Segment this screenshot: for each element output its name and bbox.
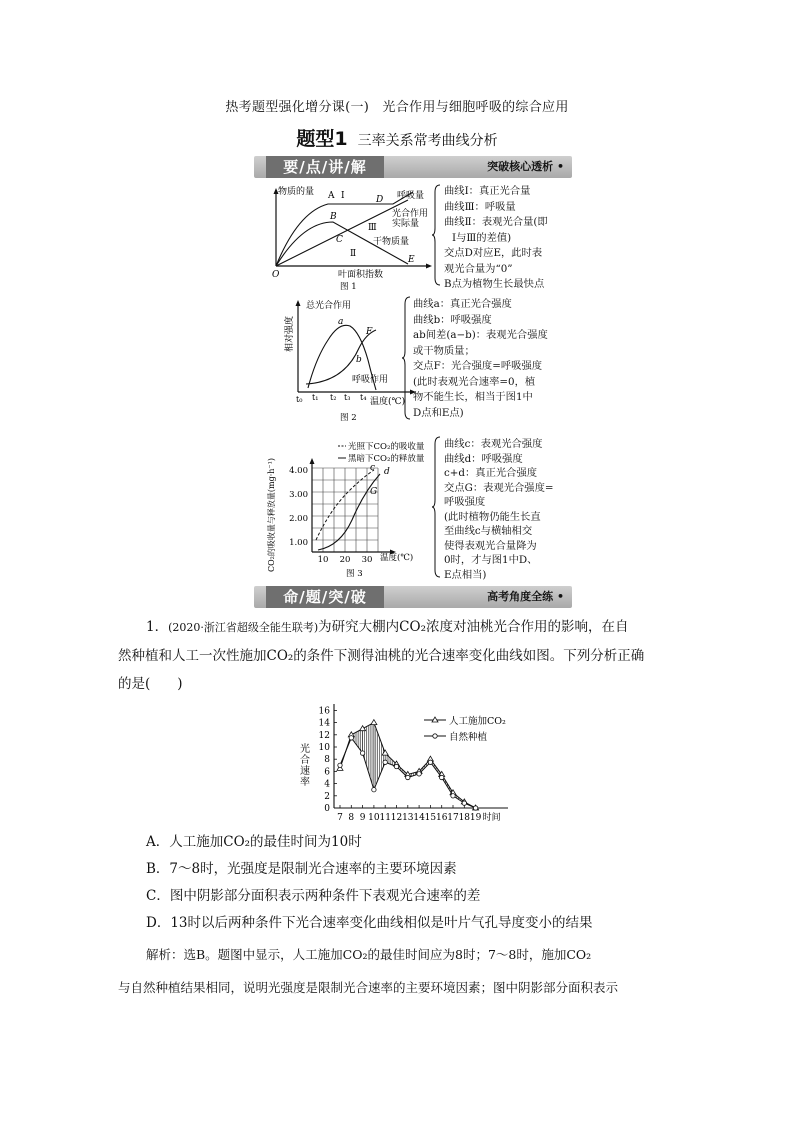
fig1-label-C: C [336, 235, 343, 245]
chart-legend [424, 715, 506, 743]
fig3-ytick: 2.00 [289, 514, 308, 524]
series-point-circle [349, 736, 353, 740]
chart-shaded-area [340, 723, 459, 800]
fig3-label-c: c [370, 463, 376, 473]
answer-line-2: 与自然种植结果相同，说明光强度是限制光合速率的主要环境因素；图中阴影部分面积表示 [118, 980, 619, 995]
x-tick-label: 15 [424, 813, 437, 823]
figure-1 [258, 182, 438, 292]
fig3-label-d: d [384, 467, 390, 477]
fig2-tick-t0: t₀ [296, 395, 303, 404]
answer-line-1: 解析：选B。题图中显示，人工施加CO₂的最佳时间应为8时；7～8时，施加CO₂ [146, 947, 592, 962]
fig2-note: (此时表观光合速率=0，植 [413, 375, 536, 388]
figure-3 [268, 432, 428, 580]
fig2-label-a: a [338, 317, 344, 327]
page-subtitle: 热考题型强化增分课(一) 光合作用与细胞呼吸的综合应用 [225, 100, 569, 115]
fig1-xlabel: 叶面积指数 [338, 270, 384, 280]
banner-side: 高考角度全练 • [487, 590, 564, 603]
fig2-notes [413, 297, 548, 421]
question-stem [118, 613, 688, 698]
y-axis-label: 合 [300, 755, 310, 766]
fig1-note: B点为植物生长最快点 [444, 278, 545, 290]
stem-line-2: 然种植和人工一次性施加CO₂的条件下测得油桃的光合速率变化曲线如图。下列分析正确 [118, 648, 645, 664]
fig3-note: (此时植物仍能生长直 [444, 510, 541, 523]
fig1-label-E: E [408, 255, 415, 265]
fig1-note: Ⅰ与Ⅲ的差值) [452, 231, 512, 244]
y-tick-label: 12 [318, 730, 330, 741]
fig1-note: 曲线Ⅲ：呼吸量 [444, 200, 516, 213]
fig2-note: 曲线a：真正光合强度 [413, 298, 512, 310]
fig1-label-I: Ⅰ [341, 191, 345, 201]
title-topic: 三率关系常考曲线分析 [357, 133, 498, 149]
fig2-note: ab间差(a−b)：表观光合强度 [413, 329, 548, 341]
fig1-label-O: O [272, 270, 280, 280]
fig1-note: 曲线Ⅱ：表观光合量(即 [444, 216, 548, 228]
stem-line-3: 的是( ) [118, 676, 183, 692]
fig2-brace [402, 296, 412, 420]
fig3-label-G: G [370, 487, 378, 497]
fig2-note: 交点F：光合强度=呼吸强度 [413, 360, 543, 372]
series-point-triangle [371, 720, 377, 725]
x-tick-label: 18 [458, 813, 471, 823]
x-tick-label: 13 [402, 813, 414, 823]
fig2-label-resp: 呼吸作用 [352, 375, 389, 385]
x-tick-label: 16 [435, 813, 448, 823]
y-tick-label: 4 [324, 779, 330, 790]
series-point-circle [360, 751, 364, 755]
fig3-notes [444, 437, 554, 582]
fig1-note: 曲线Ⅰ：真正光合量 [444, 185, 531, 197]
fig1-brace [432, 184, 442, 286]
fig2-caption: 图 2 [340, 413, 357, 423]
x-tick-label: 17 [447, 813, 459, 823]
fig1-notes [444, 184, 548, 293]
fig1-note: 交点D对应E，此时表 [444, 247, 543, 259]
fig3-xtick: 10 [317, 555, 329, 565]
fig3-xlabel: 温度(℃) [380, 553, 414, 563]
x-tick-label: 9 [359, 813, 366, 823]
fig1-label-D: D [376, 195, 384, 205]
series-point-circle [440, 775, 444, 779]
fig1-note: 观光合量为“0” [444, 262, 513, 275]
legend-label: 人工施加CO₂ [449, 716, 506, 727]
fig2-tick-t3: t₃ [344, 393, 351, 402]
banner-tag: 命/题/突/破 [266, 586, 384, 608]
series-point-circle [462, 801, 466, 805]
fig3-xtick: 30 [361, 555, 373, 565]
stem-text-1: 为研究大棚内CO₂浓度对油桃光合作用的影响，在自 [318, 619, 629, 635]
y-tick-label: 10 [318, 743, 330, 753]
x-tick-label: 7 [337, 813, 343, 823]
photosynthesis-rate-chart [296, 700, 526, 826]
option-B[interactable]: B．7～8时，光强度是限制光合速率的主要环境因素 [146, 861, 457, 877]
x-tick-label: 12 [390, 813, 403, 823]
fig3-note: 呼吸强度 [444, 496, 486, 508]
fig2-xlabel: 温度(℃) [370, 397, 406, 407]
stem-line-1 [118, 613, 688, 642]
fig3-brace [432, 436, 442, 578]
fig2-note: D点和E点) [413, 406, 464, 419]
fig1-label-III: Ⅲ [368, 223, 377, 233]
y-axis-label: 速 [300, 766, 310, 777]
fig3-note: 交点G：表观光合强度= [444, 481, 554, 494]
fig1-label-II: Ⅱ [350, 249, 357, 259]
series-point-circle [417, 772, 421, 776]
banner-side: 突破核心透析 • [487, 160, 564, 173]
question-number: 1． [146, 619, 169, 635]
page-title [0, 124, 794, 151]
x-tick-label: 8 [348, 813, 355, 823]
fig3-note: E点相当) [444, 568, 487, 581]
fig2-tick-t1: t₁ [312, 393, 319, 402]
y-tick-label: 16 [318, 706, 330, 717]
fig2-label-total: 总光合作用 [306, 301, 352, 311]
fig3-caption: 图 3 [346, 569, 363, 579]
fig3-note: c+d：真正光合强度 [444, 467, 538, 479]
fig1-label-B: B [330, 212, 337, 222]
fig3-xtick: 20 [339, 555, 351, 565]
fig1-label-A: A [328, 191, 335, 201]
section-banner-explain [254, 156, 572, 178]
fig1-label-resp: 呼吸量 [397, 191, 425, 201]
fig2-tick-t2: t₂ [330, 393, 337, 402]
x-tick-label: 14 [413, 813, 425, 823]
fig3-note: 至曲线c与横轴相交 [444, 525, 533, 537]
series-point-circle [338, 763, 342, 767]
fig3-ytick: 1.00 [289, 538, 308, 548]
fig1-label-dry: 干物质量 [373, 237, 410, 247]
option-D[interactable]: D．13时以后两种条件下光合速率变化曲线相似是叶片气孔导度变小的结果 [146, 915, 593, 931]
fig3-note: 0时，才与图1中D、 [444, 554, 538, 566]
x-tick-label: 10 [368, 813, 380, 823]
option-A[interactable]: A．人工施加CO₂的最佳时间为10时 [146, 834, 362, 850]
fig3-ylabel: CO₂的吸收量与释放量(mg·h⁻¹) [267, 458, 276, 572]
fig3-grid [312, 468, 378, 552]
fig2-tick-t4: t₄ [360, 393, 367, 402]
legend-label: 自然种植 [449, 732, 488, 743]
fig2-note: 或干物质量； [413, 344, 475, 357]
y-tick-label: 6 [324, 767, 330, 778]
series-point-circle [406, 775, 410, 779]
fig2-note: 曲线b：呼吸强度 [413, 313, 492, 326]
fig3-note: 曲线c：表观光合强度 [444, 438, 543, 450]
series-point-circle [451, 794, 455, 798]
fig2-note: 物不能生长，相当于图1中 [413, 391, 533, 403]
y-tick-label: 0 [324, 804, 330, 814]
fig3-ytick: 4.00 [289, 466, 308, 476]
legend-circle [433, 734, 437, 738]
fig1-label-actual2: 实际量 [392, 219, 420, 229]
section-banner-practice [254, 586, 572, 608]
option-C[interactable]: C．图中阴影部分面积表示两种条件下表观光合速率的差 [146, 888, 481, 904]
series-point-circle [394, 764, 398, 768]
series-point-circle [473, 806, 477, 810]
y-tick-label: 2 [324, 791, 330, 802]
fig2-label-b: b [356, 355, 362, 365]
y-axis-label: 率 [300, 777, 310, 788]
fig2-label-F: F [366, 327, 373, 337]
fig3-ytick: 3.00 [289, 490, 308, 500]
fig2-ylabel: 相对强度 [285, 315, 295, 352]
fig3-legend-2: 黑暗下CO₂的释放量 [348, 454, 425, 464]
x-tick-label: 19 [469, 813, 482, 823]
fig3-note: 使得表观光合量降为 [444, 539, 537, 552]
y-tick-label: 14 [318, 718, 330, 729]
x-tick-label: 11 [379, 813, 391, 823]
fig3-note: 曲线d：呼吸强度 [444, 452, 523, 465]
series-point-circle [428, 760, 432, 764]
fig3-legend-1: 光照下CO₂的吸收量 [348, 442, 425, 452]
x-axis-label: 时间 [482, 813, 501, 823]
y-tick-label: 8 [324, 755, 330, 766]
fig1-label-actual1: 光合作用 [392, 209, 429, 219]
series-point-circle [383, 760, 387, 764]
series-point-circle [372, 788, 376, 792]
banner-tag: 要/点/讲/解 [266, 156, 384, 178]
y-axis-label: 光 [300, 744, 310, 755]
question-source: (2020·浙江省超级全能生联考) [168, 621, 319, 634]
title-type: 题型1 [296, 128, 348, 150]
fig1-caption: 图 1 [340, 282, 357, 292]
fig1-ylabel: 物质的量 [278, 187, 315, 197]
